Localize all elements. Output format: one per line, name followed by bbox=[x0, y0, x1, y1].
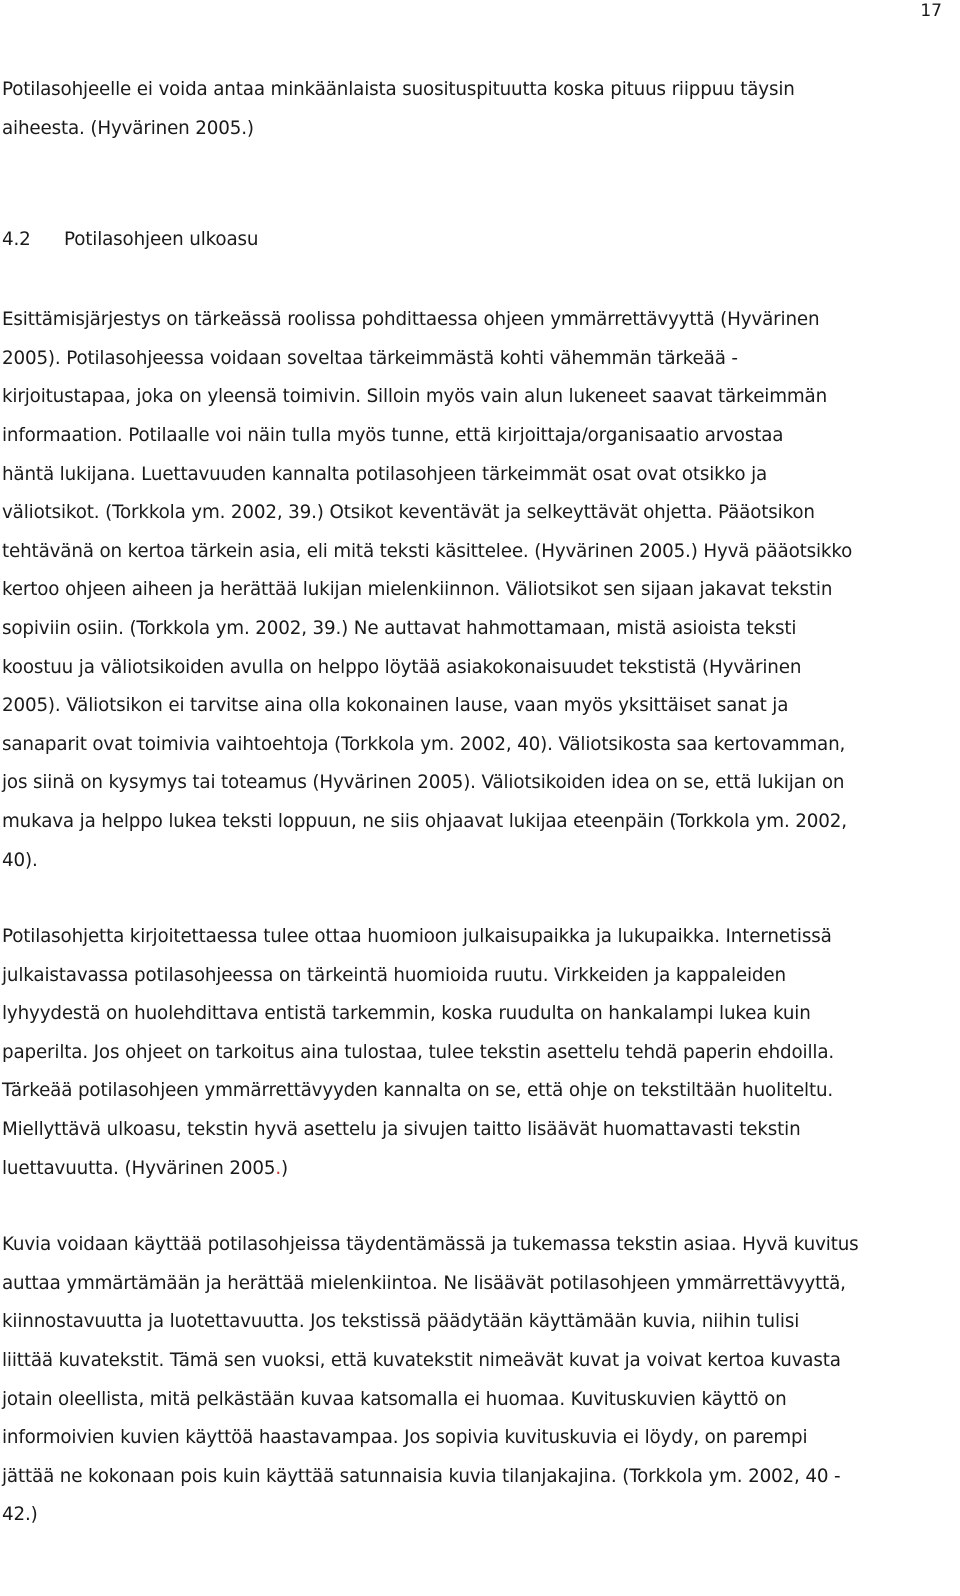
text-line: koostuu ja väliotsikoiden avulla on helppo löytää asiakokonaisuudet tekstistä (Hyvärinen bbox=[2, 656, 802, 678]
text-line: väliotsikot. (Torkkola ym. 2002, 39.) Otsikot keventävät ja selkeyttävät ohjetta. Pääotsikon bbox=[2, 502, 815, 524]
page-number: 17 bbox=[920, 1, 942, 21]
text-line: Esittämisjärjestys on tärkeässä roolissa pohdittaessa ohjeen ymmärrettävyyttä (Hyvärinen bbox=[2, 309, 820, 331]
text-line: sanaparit ovat toimivia vaihtoehtoja (Torkkola ym. 2002, 40). Väliotsikosta saa kertovamman, bbox=[2, 733, 846, 755]
text-line: 2005). Väliotsikon ei tarvitse aina olla kokonainen lause, vaan myös yksittäiset sanat ja bbox=[2, 695, 789, 717]
text-line: Kuvia voidaan käyttää potilasohjeissa täydentämässä ja tukemassa tekstin asiaa. Hyvä kuvitus bbox=[2, 1234, 859, 1256]
text-line: aiheesta. (Hyvärinen 2005.) bbox=[2, 117, 254, 139]
highlighted-period: . bbox=[275, 1157, 281, 1179]
text-line: sopiviin osiin. (Torkkola ym. 2002, 39.) Ne auttavat hahmottamaan, mistä asioista teksti bbox=[2, 617, 797, 639]
section-number: 4.2 bbox=[2, 229, 31, 251]
text-line: Potilasohjeelle ei voida antaa minkäänlaista suosituspituutta koska pituus riippuu täysin bbox=[2, 79, 795, 100]
page-content bbox=[2, 71, 944, 1535]
text-line: informaation. Potilaalle voi näin tulla myös tunne, että kirjoittaja/organisaatio arvostaa bbox=[2, 424, 784, 446]
paragraph-length bbox=[2, 71, 944, 148]
text-line: jos siinä on kysymys tai toteamus (Hyvärinen 2005). Väliotsikoiden idea on se, että lukijan on bbox=[2, 772, 845, 794]
spacer bbox=[2, 1188, 944, 1226]
spacer bbox=[2, 148, 944, 222]
text-line: Tärkeää potilasohjeen ymmärrettävyyden kannalta on se, että ohje on tekstiltään huoliteltu. bbox=[2, 1080, 834, 1102]
paragraph-images bbox=[2, 1226, 944, 1535]
text-line: jättää ne kokonaan pois kuin käyttää satunnaisia kuvia tilanjakajina. (Torkkola ym. 2002, 40 - bbox=[2, 1465, 841, 1487]
text-line: tehtävänä on kertoa tärkein asia, eli mitä teksti käsittelee. (Hyvärinen 2005.) Hyvä pääotsikko bbox=[2, 540, 853, 562]
text-line: 40). bbox=[2, 849, 38, 871]
text-line: julkaistavassa potilasohjeessa on tärkeintä huomioida ruutu. Virkkeiden ja kappaleiden bbox=[2, 964, 786, 986]
text-line bbox=[2, 1150, 944, 1189]
section-title: Potilasohjeen ulkoasu bbox=[64, 229, 259, 251]
text-fragment: ) bbox=[281, 1157, 288, 1179]
text-fragment: luettavuutta. (Hyvärinen 2005 bbox=[2, 1157, 276, 1179]
text-line: mukava ja helppo lukea teksti loppuun, ne siis ohjaavat lukijaa eteenpäin (Torkkola ym. 2002, bbox=[2, 810, 847, 832]
paragraph-publishing bbox=[2, 918, 944, 1188]
text-line: jotain oleellista, mitä pelkästään kuvaa katsomalla ei huomaa. Kuvituskuvien käyttö on bbox=[2, 1388, 787, 1410]
paragraph-layout-order bbox=[2, 301, 944, 880]
text-line: informoivien kuvien käyttöä haastavampaa. Jos sopivia kuvituskuvia ei löydy, on parempi bbox=[2, 1427, 808, 1449]
text-line: liittää kuvatekstit. Tämä sen vuoksi, että kuvatekstit nimeävät kuvat ja voivat kertoa kuvasta bbox=[2, 1350, 841, 1372]
text-line: paperilta. Jos ohjeet on tarkoitus aina tulostaa, tulee tekstin asettelu tehdä paperin ehdoilla. bbox=[2, 1041, 835, 1063]
text-line: lyhyydestä on huolehdittava entistä tarkemmin, koska ruudulta on hankalampi lukea kuin bbox=[2, 1003, 811, 1025]
section-heading bbox=[2, 222, 944, 258]
text-line: kiinnostavuutta ja luotettavuutta. Jos tekstissä päädytään käyttämään kuvia, niihin tulisi bbox=[2, 1311, 800, 1333]
text-line: kirjoitustapaa, joka on yleensä toimivin. Silloin myös vain alun lukeneet saavat tärkeimmän bbox=[2, 386, 828, 408]
text-line: Potilasohjetta kirjoitettaessa tulee ottaa huomioon julkaisupaikka ja lukupaikka. Internetissä bbox=[2, 926, 832, 948]
text-line: kertoo ohjeen aiheen ja herättää lukijan mielenkiinnon. Väliotsikot sen sijaan jakavat tekstin bbox=[2, 579, 833, 601]
spacer bbox=[2, 880, 944, 918]
spacer bbox=[2, 258, 944, 301]
text-line: 2005). Potilasohjeessa voidaan soveltaa tärkeimmästä kohti vähemmän tärkeää - bbox=[2, 347, 738, 369]
text-line: Miellyttävä ulkoasu, tekstin hyvä asettelu ja sivujen taitto lisäävät huomattavasti tekstin bbox=[2, 1119, 801, 1141]
text-line: 42.) bbox=[2, 1504, 38, 1526]
text-line: häntä lukijana. Luettavuuden kannalta potilasohjeen tärkeimmät osat ovat otsikko ja bbox=[2, 463, 768, 485]
text-line: auttaa ymmärtämään ja herättää mielenkiintoa. Ne lisäävät potilasohjeen ymmärrettävyyttä, bbox=[2, 1272, 846, 1294]
